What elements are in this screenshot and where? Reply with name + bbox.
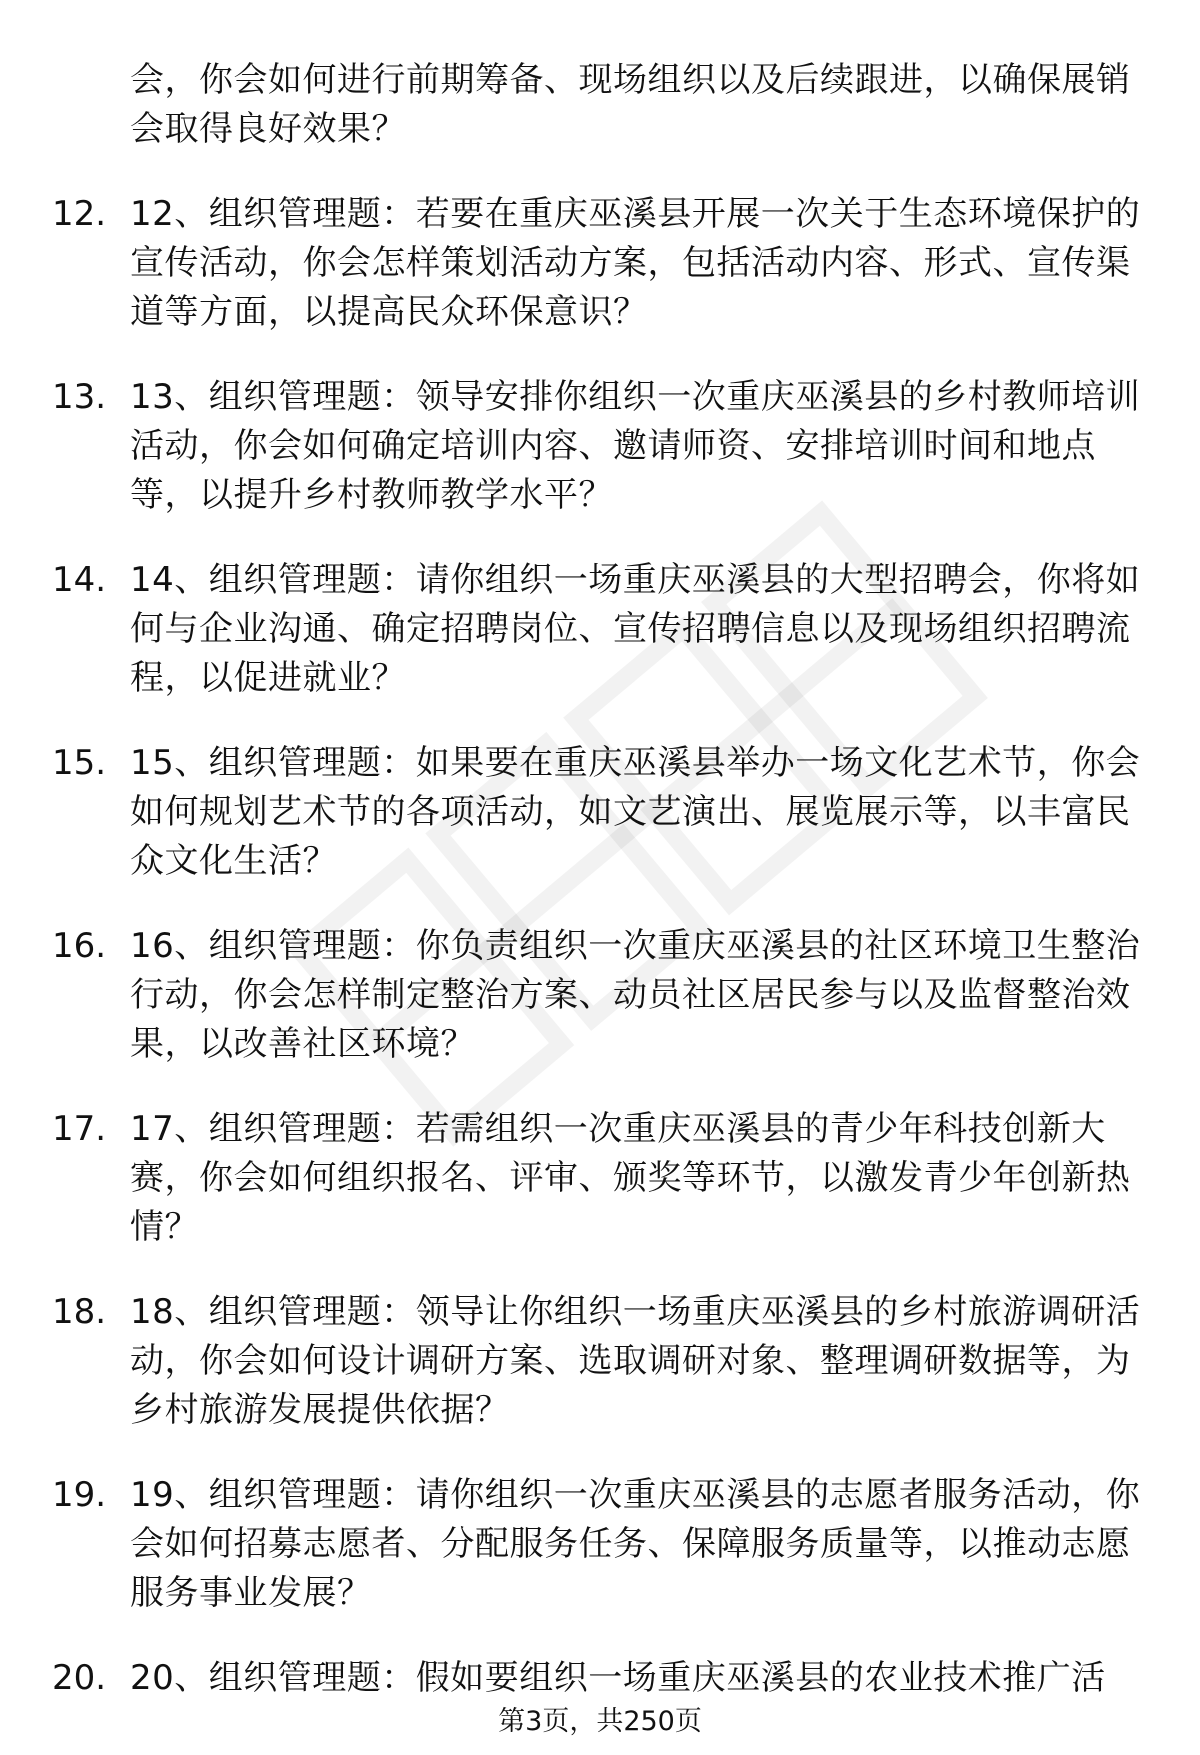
item-number: 12. (52, 194, 107, 234)
item-number: 20. (52, 1658, 107, 1698)
page-number-footer: 第3页，共250页 (498, 1706, 702, 1737)
list-item (0, 556, 1200, 703)
list-item (0, 1654, 1200, 1703)
item-text: 19、组织管理题：请你组织一次重庆巫溪县的志愿者服务活动，你会如何招募志愿者、分配服务任务、保障服务质量等，以推动志愿服务事业发展？ (130, 1475, 1141, 1613)
question-list (0, 56, 1200, 1739)
item-text: 18、组织管理题：领导让你组织一场重庆巫溪县的乡村旅游调研活动，你会如何设计调研方案、选取调研对象、整理调研数据等，为乡村旅游发展提供依据？ (130, 1292, 1141, 1430)
item-text: 14、组织管理题：请你组织一场重庆巫溪县的大型招聘会，你将如何与企业沟通、确定招聘岗位、宣传招聘信息以及现场组织招聘流程，以促进就业？ (130, 560, 1141, 698)
continuation-paragraph: 会，你会如何进行前期筹备、现场组织以及后续跟进，以确保展销会取得良好效果？ (130, 60, 1131, 149)
item-text: 20、组织管理题：假如要组织一场重庆巫溪县的农业技术推广活 (130, 1658, 1106, 1698)
item-number: 16. (52, 926, 107, 966)
item-number: 18. (52, 1292, 107, 1332)
item-number: 19. (52, 1475, 107, 1515)
item-text: 12、组织管理题：若要在重庆巫溪县开展一次关于生态环境保护的宣传活动，你会怎样策划活动方案，包括活动内容、形式、宣传渠道等方面，以提高民众环保意识？ (130, 194, 1141, 332)
item-number: 14. (52, 560, 107, 600)
list-item (0, 922, 1200, 1069)
item-number: 17. (52, 1109, 107, 1149)
item-number: 15. (52, 743, 107, 783)
item-text: 16、组织管理题：你负责组织一次重庆巫溪县的社区环境卫生整治行动，你会怎样制定整治方案、动员社区居民参与以及监督整治效果，以改善社区环境？ (130, 926, 1141, 1064)
list-item (0, 739, 1200, 886)
item-text: 15、组织管理题：如果要在重庆巫溪县举办一场文化艺术节，你会如何规划艺术节的各项活动，如文艺演出、展览展示等，以丰富民众文化生活？ (130, 743, 1141, 881)
list-item (0, 1105, 1200, 1252)
item-text: 17、组织管理题：若需组织一次重庆巫溪县的青少年科技创新大赛，你会如何组织报名、评审、颁奖等环节，以激发青少年创新热情？ (130, 1109, 1131, 1247)
list-item (0, 1471, 1200, 1618)
list-item (0, 190, 1200, 337)
list-item (0, 1288, 1200, 1435)
item-text: 13、组织管理题：领导安排你组织一次重庆巫溪县的乡村教师培训活动，你会如何确定培训内容、邀请师资、安排培训时间和地点等，以提升乡村教师教学水平？ (130, 377, 1141, 515)
list-item (0, 373, 1200, 520)
item-number: 13. (52, 377, 107, 417)
